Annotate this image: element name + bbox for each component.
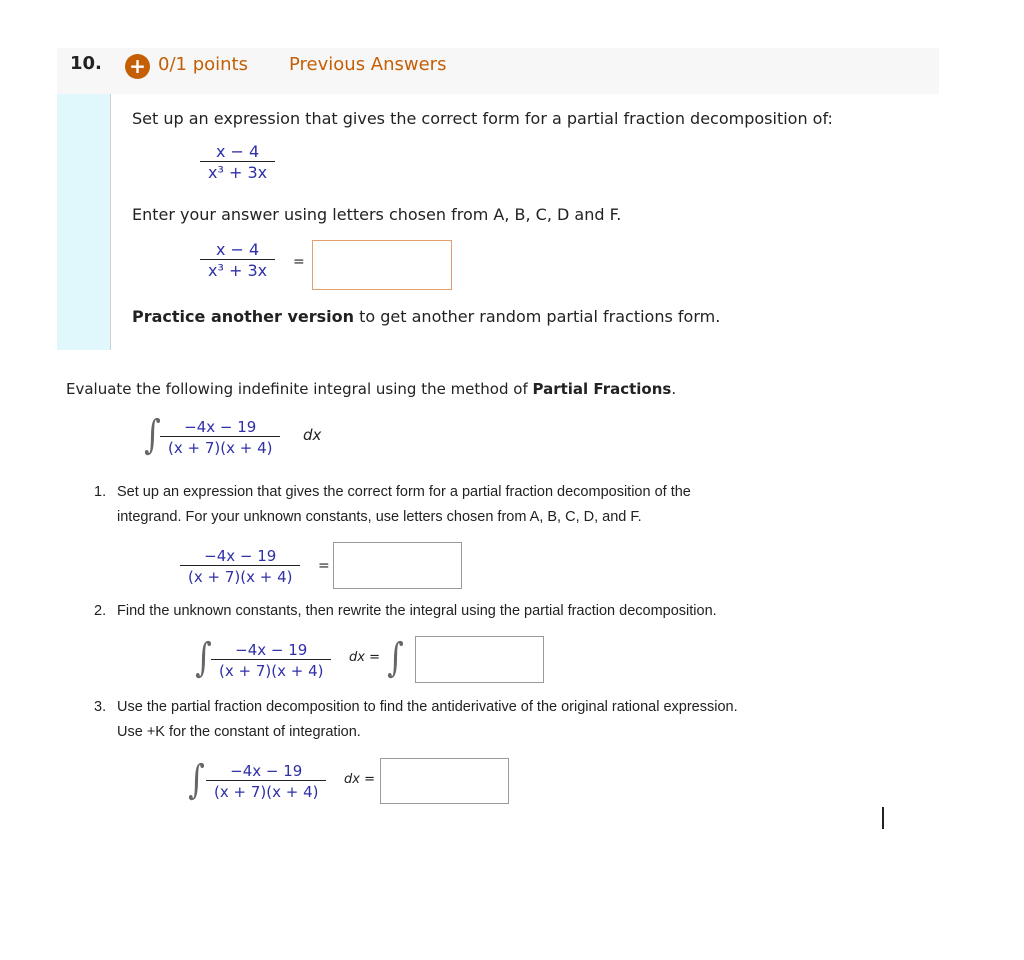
step-1-fraction: [180, 547, 300, 586]
step-2-answer-input[interactable]: [415, 636, 544, 683]
step-2-fraction: [211, 641, 331, 680]
intro-end: .: [671, 380, 677, 398]
points-label: 0/1 points: [158, 54, 248, 75]
integrand-denominator: (x + 7)(x + 4): [160, 436, 280, 457]
fraction-numerator: x − 4: [215, 240, 260, 259]
step-3-answer-input[interactable]: [380, 758, 509, 804]
dx-equals-label: dx =: [349, 650, 380, 665]
previous-answers-link[interactable]: Previous Answers: [289, 54, 447, 75]
integral-sign-icon: ∫: [387, 635, 404, 681]
integrand-numerator: −4x − 19: [184, 418, 257, 436]
intro-bold: Partial Fractions: [532, 380, 672, 398]
step-1-answer-input[interactable]: [333, 542, 462, 589]
integrand-denominator: (x + 7)(x + 4): [206, 780, 326, 801]
step-2-label: 2.: [94, 603, 107, 619]
practice-link[interactable]: Practice another version: [132, 307, 355, 326]
integrand-denominator: (x + 7)(x + 4): [180, 565, 300, 586]
part-a-answer-input[interactable]: [312, 240, 452, 290]
integrand-numerator: −4x − 19: [235, 641, 308, 659]
part-a-prompt: Set up an expression that gives the correct form for a partial fraction decomposition of:: [132, 109, 833, 128]
part-b-intro: [66, 380, 676, 398]
step-2-line-1: Find the unknown constants, then rewrite the integral using the partial fraction decomposition.: [117, 603, 717, 619]
integrand-numerator: −4x − 19: [230, 762, 303, 780]
step-1-label: 1.: [94, 484, 107, 500]
fraction-numerator: x − 4: [215, 142, 260, 161]
practice-another-version: [132, 307, 720, 326]
equals-sign: =: [293, 254, 305, 270]
integral-sign-icon: ∫: [144, 412, 161, 458]
integrand-denominator: (x + 7)(x + 4): [211, 659, 331, 680]
cyan-side-bar: [57, 94, 110, 350]
step-3-line-2: Use +K for the constant of integration.: [117, 724, 361, 740]
dx-label: dx: [303, 426, 322, 444]
integral-sign-icon: ∫: [195, 635, 212, 681]
part-a-instructions: Enter your answer using letters chosen from A, B, C, D and F.: [132, 205, 622, 224]
integral-sign-icon: ∫: [188, 757, 205, 803]
plus-icon[interactable]: +: [125, 54, 150, 79]
step-1-line-2: integrand. For your unknown constants, use letters chosen from A, B, C, D, and F.: [117, 509, 642, 525]
fraction-denominator: x³ + 3x: [200, 259, 275, 280]
fraction-denominator: x³ + 3x: [200, 161, 275, 182]
part-a-fraction: [200, 143, 275, 182]
dx-equals-label: dx =: [344, 772, 375, 787]
step-1-line-1: Set up an expression that gives the correct form for a partial fraction decomposition of the: [117, 484, 691, 500]
step-3-label: 3.: [94, 699, 107, 715]
panel-divider: [110, 94, 111, 350]
equals-sign: =: [318, 558, 330, 574]
question-number: 10.: [70, 53, 102, 74]
practice-rest: to get another random partial fractions form.: [354, 307, 721, 326]
integrand-numerator: −4x − 19: [204, 547, 277, 565]
intro-text: Evaluate the following indefinite integral using the method of: [66, 380, 533, 398]
part-a-answer-fraction: [200, 241, 275, 280]
step-3-line-1: Use the partial fraction decomposition to find the antiderivative of the original rational expression.: [117, 699, 738, 715]
main-integrand: [160, 418, 280, 457]
text-cursor: [882, 807, 884, 829]
step-3-fraction: [206, 762, 326, 801]
